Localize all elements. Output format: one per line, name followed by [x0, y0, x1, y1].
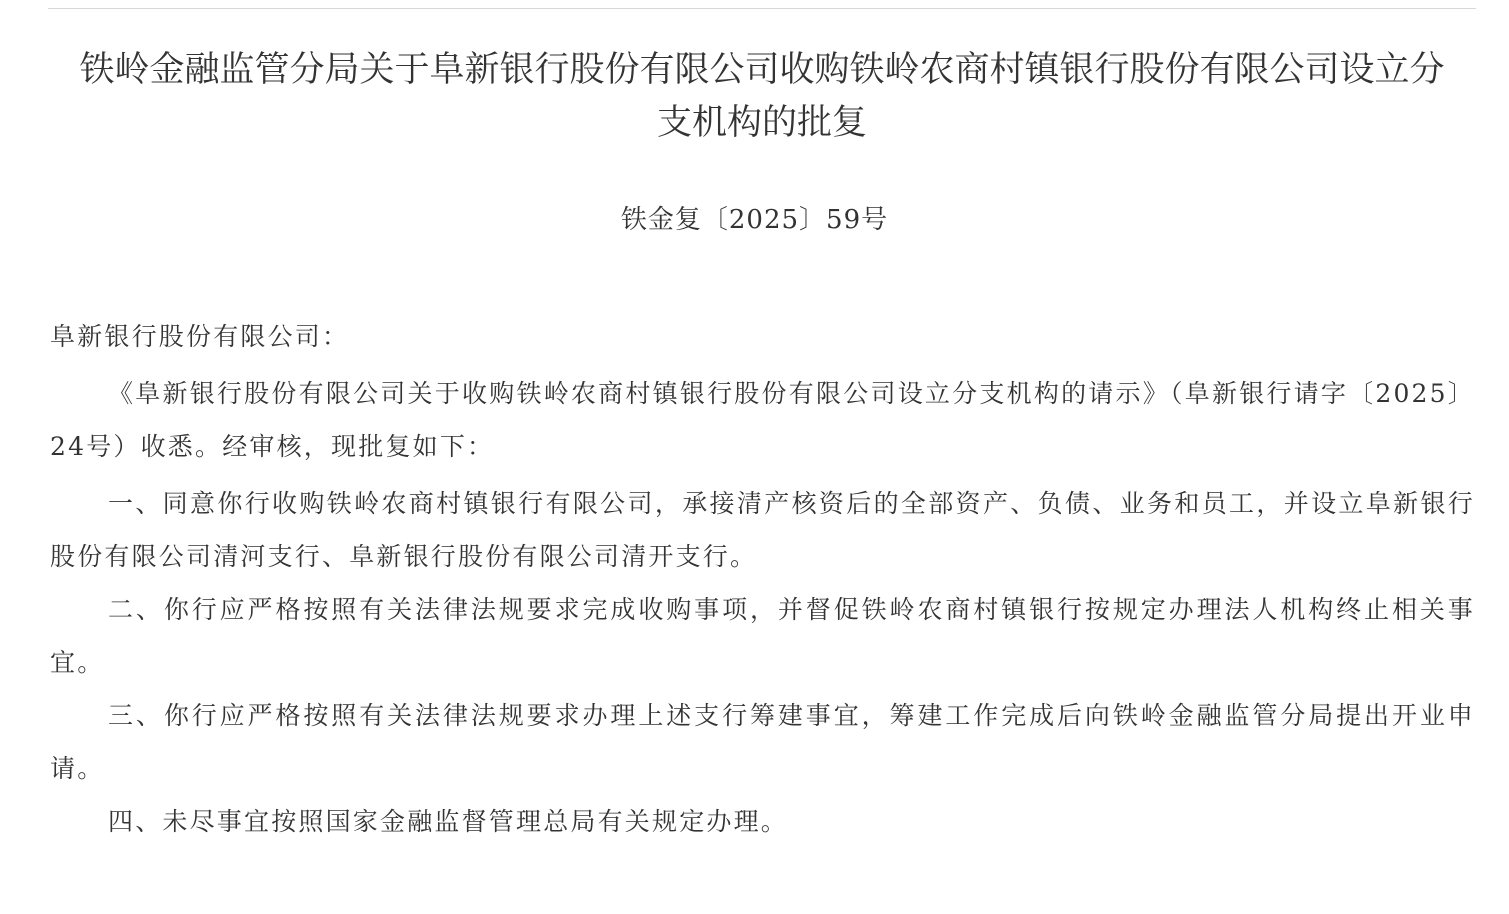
document-body: [50, 310, 1475, 848]
paragraph-item-2: 二、你行应严格按照有关法律法规要求完成收购事项，并督促铁岭农商村镇银行按规定办理法人机构终止相关事宜。: [50, 595, 1475, 677]
paragraph-item-1: 一、同意你行收购铁岭农商村镇银行有限公司，承接清产核资后的全部资产、负债、业务和员工，并设立阜新银行股份有限公司清河支行、阜新银行股份有限公司清开支行。: [50, 489, 1475, 571]
top-divider: [48, 8, 1476, 9]
document-title-line-1: 铁岭金融监管分局关于阜新银行股份有限公司收购铁岭农商村镇银行股份有限公司设立分: [79, 50, 1445, 90]
document-number: 铁金复〔2025〕59号: [620, 205, 889, 235]
document-title: [40, 44, 1484, 150]
document-title-line-2: 支机构的批复: [656, 103, 867, 143]
paragraph-item-4: 四、未尽事宜按照国家金融监督管理总局有关规定办理。: [108, 807, 789, 836]
paragraph-intro: 《阜新银行股份有限公司关于收购铁岭农商村镇银行股份有限公司设立分支机构的请示》（阜新银行请字〔2025〕24号）收悉。经审核，现批复如下：: [50, 379, 1475, 461]
salutation: 阜新银行股份有限公司：: [50, 322, 350, 351]
paragraph-item-3: 三、你行应严格按照有关法律法规要求办理上述支行筹建事宜，筹建工作完成后向铁岭金融监管分局提出开业申请。: [50, 701, 1475, 783]
